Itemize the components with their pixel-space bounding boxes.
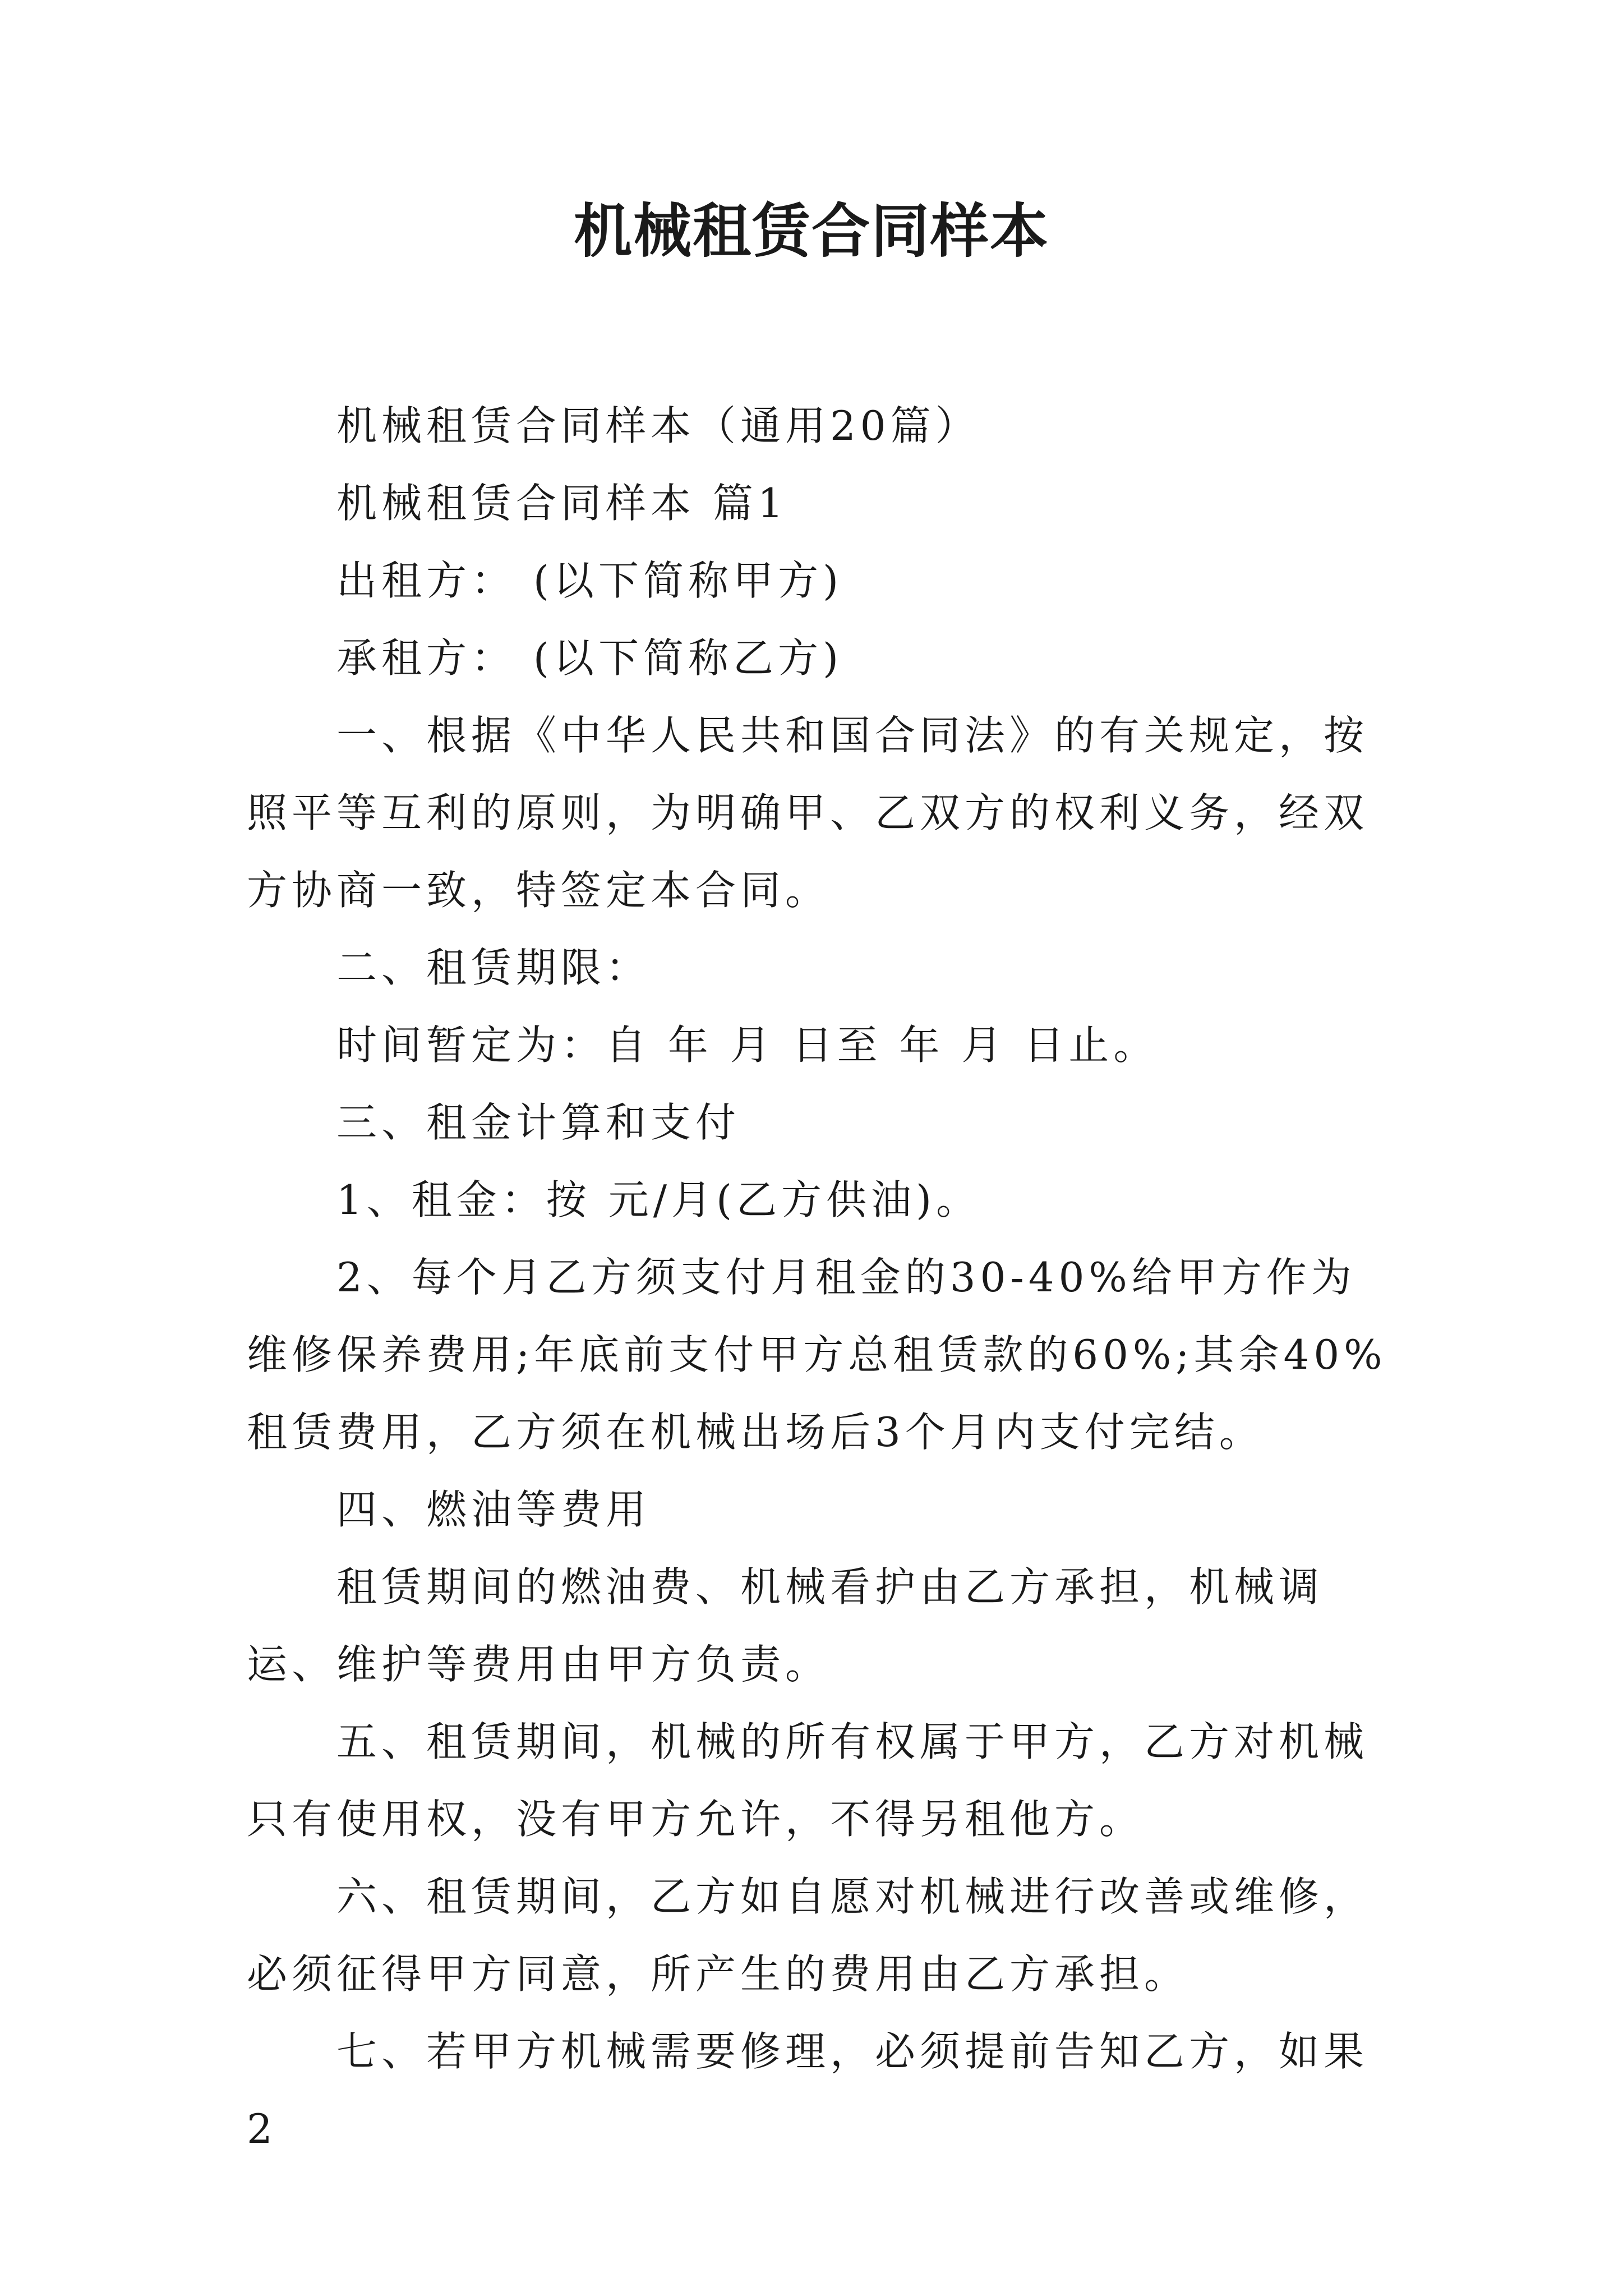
paragraph-subtitle: 机械租赁合同样本（通用20篇）	[336, 402, 980, 449]
document-body	[247, 387, 1391, 2168]
paragraph-clause-2-heading: 二、租赁期限：	[336, 944, 651, 991]
paragraph-clause-5: 五、租赁期间，机械的所有权属于甲方，乙方对机械只有使用权，没有甲方允许，不得另租他方。	[247, 1718, 1369, 1843]
paragraph-rent-rate: 1、租金：按 元/月(乙方供油)。	[336, 1176, 981, 1223]
paragraph-lessee: 承租方： (以下简称乙方)	[336, 634, 843, 682]
paragraph-term-dates: 时间暂定为：自 年 月 日至 年 月 日止。	[336, 1022, 1159, 1069]
paragraph-clause-6: 六、租赁期间，乙方如自愿对机械进行改善或维修，必须征得甲方同意，所产生的费用由乙方承担。	[247, 1873, 1369, 1998]
document-title: 机械租赁合同样本	[573, 196, 1049, 265]
paragraph-clause-4-heading: 四、燃油等费用	[336, 1486, 651, 1533]
paragraph-lessor: 出租方： (以下简称甲方)	[336, 557, 843, 604]
paragraph-clause-1: 一、根据《中华人民共和国合同法》的有关规定，按照平等互利的原则，为明确甲、乙双方的权利义务，经双方协商一致，特签定本合同。	[247, 712, 1369, 914]
paragraph-section-heading: 机械租赁合同样本 篇1	[336, 480, 788, 527]
paragraph-payment-terms: 2、每个月乙方须支付月租金的30-40%给甲方作为维修保养费用;年底前支付甲方总租赁款的60%;其余40%租赁费用，乙方须在机械出场后3个月内支付完结。	[247, 1254, 1387, 1456]
paragraph-fuel-costs: 租赁期间的燃油费、机械看护由乙方承担，机械调运、维护等费用由甲方负责。	[247, 1563, 1324, 1688]
paragraph-clause-3-heading: 三、租金计算和支付	[336, 1099, 741, 1146]
paragraph-clause-7: 七、若甲方机械需要修理，必须提前告知乙方，如果2	[247, 2028, 1369, 2152]
